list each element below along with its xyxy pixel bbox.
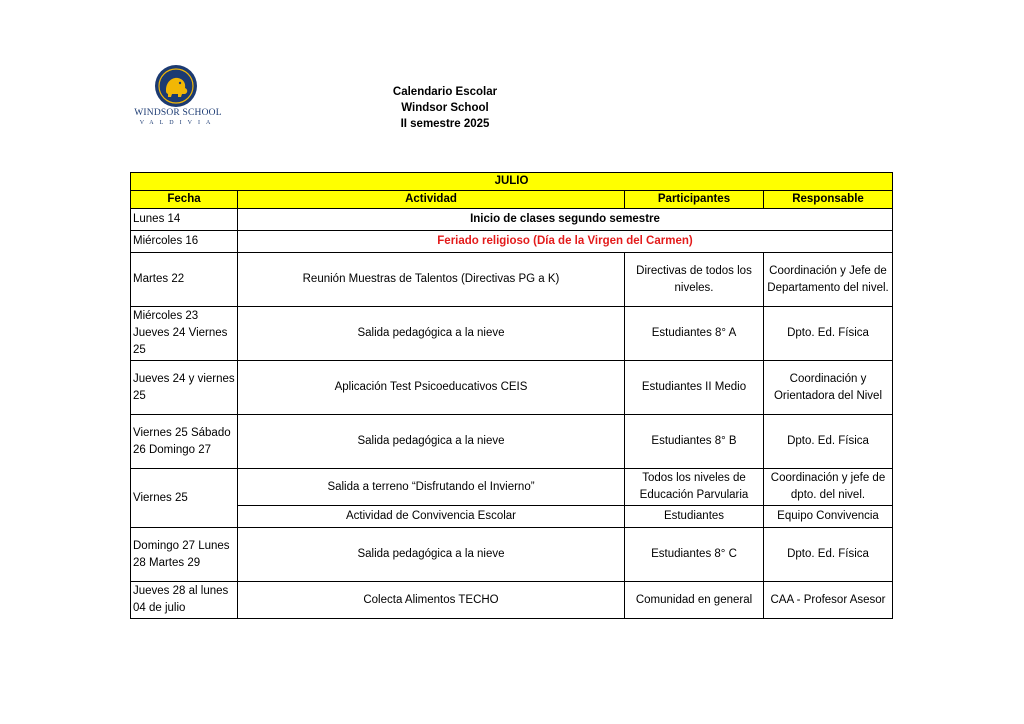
row-responsible: CAA - Profesor Asesor — [764, 582, 893, 619]
row-date: Jueves 28 al lunes 04 de julio — [131, 582, 238, 619]
row-date: Jueves 24 y viernes 25 — [131, 361, 238, 415]
header-row — [131, 191, 893, 209]
row-date: Miércoles 23 Jueves 24 Viernes 25 — [131, 307, 238, 361]
row-participants: Estudiantes — [625, 506, 764, 528]
row-participants: Directivas de todos los niveles. — [625, 253, 764, 307]
row-participants: Estudiantes 8° A — [625, 307, 764, 361]
row-date: Martes 22 — [131, 253, 238, 307]
school-logo — [128, 64, 228, 132]
row-activity: Inicio de clases segundo semestre — [238, 209, 893, 231]
heading-school: Windsor School — [401, 102, 489, 114]
row-participants: Todos los niveles de Educación Parvularia — [625, 469, 764, 506]
table-row — [131, 469, 893, 506]
logo-city: VALDIVIA — [139, 120, 217, 126]
table-row — [131, 307, 893, 361]
logo-school-name: WINDSOR SCHOOL — [134, 108, 222, 118]
row-participants: Estudiantes 8° C — [625, 528, 764, 582]
table-row — [131, 209, 893, 231]
row-activity: Reunión Muestras de Talentos (Directivas PG a K) — [238, 253, 625, 307]
column-header-actividad: Actividad — [238, 191, 625, 209]
table-row — [131, 528, 893, 582]
table-row — [131, 506, 893, 528]
column-header-participantes: Participantes — [625, 191, 764, 209]
table-row — [131, 582, 893, 619]
row-responsible: Dpto. Ed. Física — [764, 528, 893, 582]
row-activity: Salida pedagógica a la nieve — [238, 415, 625, 469]
table-row — [131, 253, 893, 307]
row-responsible: Coordinación y Jefe de Departamento del nivel. — [764, 253, 893, 307]
row-date: Miércoles 16 — [131, 231, 238, 253]
table-row — [131, 231, 893, 253]
row-responsible: Coordinación y jefe de dpto. del nivel. — [764, 469, 893, 506]
lion-crest-icon — [154, 64, 198, 108]
row-date: Lunes 14 — [131, 209, 238, 231]
table-row — [131, 415, 893, 469]
month-row — [131, 173, 893, 191]
row-activity: Actividad de Convivencia Escolar — [238, 506, 625, 528]
row-responsible: Coordinación y Orientadora del Nivel — [764, 361, 893, 415]
heading-title: Calendario Escolar — [392, 86, 498, 98]
row-responsible: Dpto. Ed. Física — [764, 415, 893, 469]
row-participants: Estudiantes II Medio — [625, 361, 764, 415]
row-activity: Aplicación Test Psicoeducativos CEIS — [238, 361, 625, 415]
column-header-responsable: Responsable — [764, 191, 893, 209]
row-activity: Salida a terreno “Disfrutando el Invierno” — [238, 469, 625, 506]
row-activity: Salida pedagógica a la nieve — [238, 307, 625, 361]
table-row — [131, 361, 893, 415]
row-activity: Salida pedagógica a la nieve — [238, 528, 625, 582]
row-participants: Comunidad en general — [625, 582, 764, 619]
row-responsible: Dpto. Ed. Física — [764, 307, 893, 361]
row-date: Domingo 27 Lunes 28 Martes 29 — [131, 528, 238, 582]
row-activity: Colecta Alimentos TECHO — [238, 582, 625, 619]
month-label: JULIO — [131, 173, 893, 191]
row-date: Viernes 25 Sábado 26 Domingo 27 — [131, 415, 238, 469]
row-date: Viernes 25 — [131, 469, 238, 528]
column-header-fecha: Fecha — [131, 191, 238, 209]
heading-period: II semestre 2025 — [400, 118, 490, 130]
row-activity-holiday: Feriado religioso (Día de la Virgen del Carmen) — [238, 231, 893, 253]
calendar-table — [130, 172, 893, 619]
row-participants: Estudiantes 8° B — [625, 415, 764, 469]
row-responsible: Equipo Convivencia — [764, 506, 893, 528]
document-heading — [345, 84, 545, 132]
